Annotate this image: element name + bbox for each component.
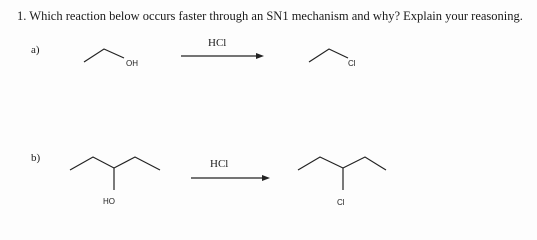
part-b-reactant-group: HO [103, 197, 115, 206]
part-b-label: b) [31, 152, 41, 164]
part-b-reagent: HCl [210, 158, 229, 170]
part-b-reactant-chain [70, 157, 160, 170]
part-b-arrow [191, 175, 270, 181]
part-a-arrow [181, 53, 264, 59]
part-a-product-chain [309, 49, 348, 62]
part-b-product [298, 157, 386, 207]
part-b-product-chain [298, 157, 386, 170]
question-text: 1. Which reaction below occurs faster through an SN1 mechanism and why? Explain your reasoning. [17, 9, 523, 23]
part-a-reactant-chain [84, 49, 124, 62]
part-b-product-group: Cl [337, 198, 345, 207]
part-a-reactant-group: OH [126, 59, 138, 68]
part-a-product [309, 49, 356, 68]
part-a-reagent: HCl [208, 37, 227, 49]
part-a-reactant [84, 49, 138, 68]
part-b-reactant [70, 157, 160, 206]
part-a-product-group: Cl [348, 59, 356, 68]
part-a-label: a) [31, 44, 40, 56]
